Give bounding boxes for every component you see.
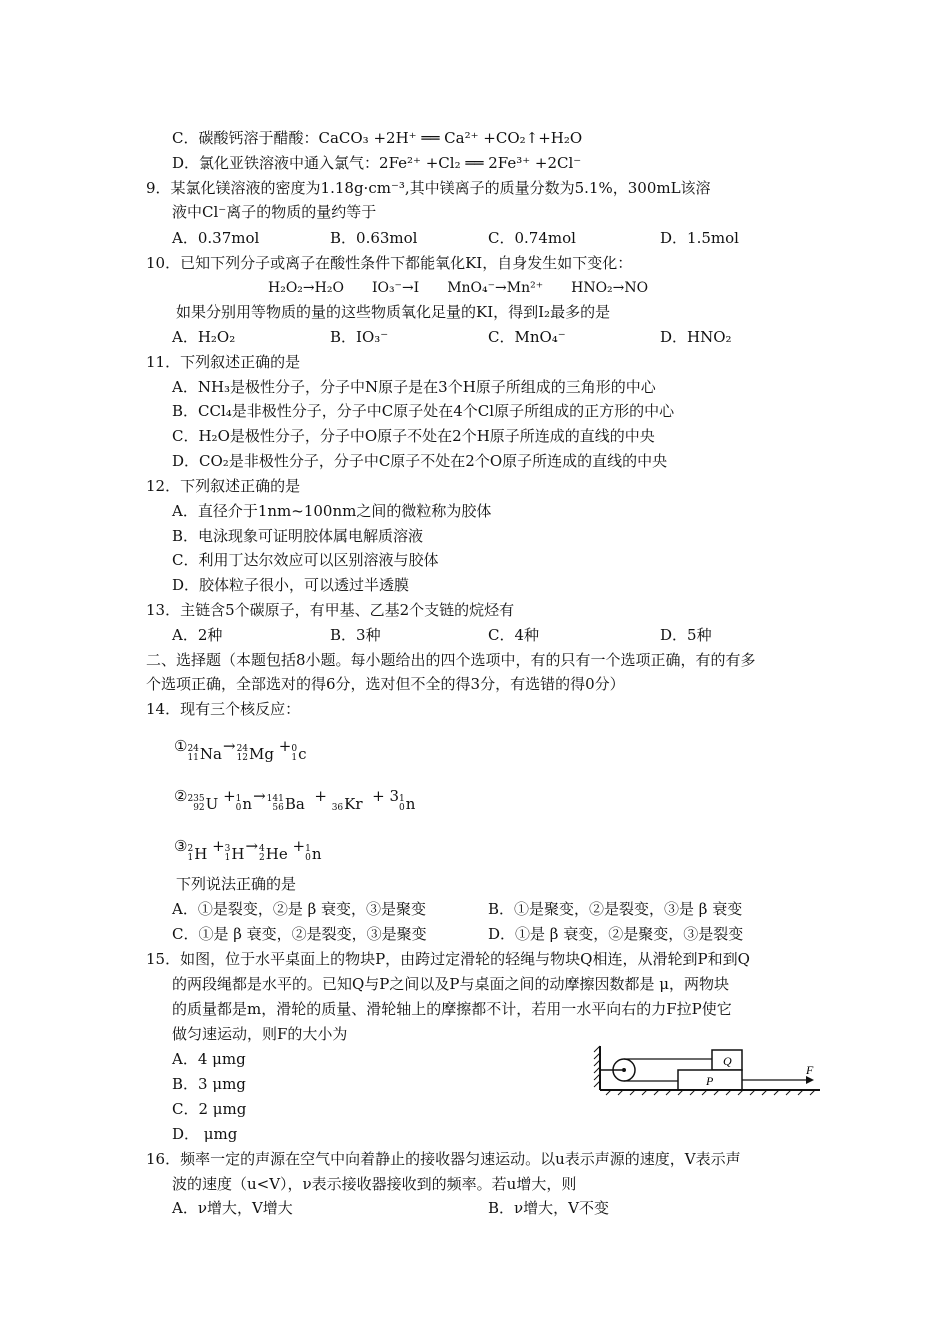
q8-option-c: C．碳酸钙溶于醋酸：CaCO₃ +2H⁺ ══ Ca²⁺ +CO₂↑+H₂O	[172, 129, 583, 147]
q13-option-b: B．3种	[330, 626, 381, 644]
reaction-1-number: ①	[174, 737, 188, 755]
ba-atomic-number: 56	[272, 803, 284, 813]
n-atomic-number: 0	[399, 803, 405, 813]
q15-stem-line3: 的质量都是m，滑轮的质量、滑轮轴上的摩擦都不计，若用一水平向右的力F拉P使它	[172, 1000, 732, 1018]
q16-stem-line1: 16．频率一定的声源在空气中向着静止的接收器匀速运动。以u表示声源的速度，V表示声	[146, 1150, 741, 1168]
block-p-label: P	[706, 1074, 714, 1088]
force-arrow-icon	[806, 1076, 814, 1084]
neutron-coefficient: 3	[389, 787, 399, 805]
he-symbol: He	[265, 845, 288, 863]
force-label: F	[806, 1063, 814, 1077]
u-atomic-number: 92	[193, 803, 205, 813]
he-atomic-number: 2	[259, 853, 265, 863]
reaction-3-number: ③	[174, 837, 188, 855]
reaction-arrow-icon: →	[245, 837, 259, 855]
q14-reaction-2	[174, 786, 415, 814]
q13-option-c: C．4种	[488, 626, 540, 644]
mg-symbol: Mg	[249, 745, 274, 763]
q10-stem-line1: 10．已知下列分子或离子在酸性条件下都能氧化KI，自身发生如下变化：	[146, 254, 633, 272]
he-mass-number: 4	[259, 844, 265, 854]
q15-pulley-diagram	[592, 1044, 824, 1096]
q10-option-b: B．IO₃⁻	[330, 328, 389, 346]
q10-option-a: A．H₂O₂	[172, 328, 236, 346]
block-q-label: Q	[723, 1054, 732, 1068]
ba-mass-number: 141	[266, 794, 284, 804]
kr-symbol: Kr	[344, 795, 363, 813]
section2-heading-line1: 二、选择题（本题包括8小题。每小题给出的四个选项中，有的只有一个选项正确，有的有多	[146, 651, 756, 669]
plus-sign: +	[314, 787, 327, 805]
c-atomic-number: 1	[291, 753, 298, 763]
q14-option-b: B．①是聚变，②是裂变，③是 β 衰变	[488, 900, 743, 918]
q11-option-c: C．H₂O是极性分子，分子中O原子不处在2个H原子所连成的直线的中央	[172, 427, 655, 445]
n-atomic-number: 0	[305, 853, 311, 863]
plus-sign: +	[223, 787, 236, 805]
n-symbol: n	[242, 795, 253, 813]
q11-option-b: B．CCl₄是非极性分子，分子中C原子处在4个Cl原子所组成的正方形的中心	[172, 402, 675, 420]
u-symbol: U	[205, 795, 219, 813]
q12-option-c: C．利用丁达尔效应可以区别溶液与胶体	[172, 551, 439, 569]
reaction-2-number: ②	[174, 787, 188, 805]
q13-stem: 13．主链含5个碳原子，有甲基、乙基2个支链的烷烃有	[146, 601, 515, 619]
h3-atomic-number: 1	[224, 853, 231, 863]
n-mass-number: 1	[399, 794, 405, 804]
q14-option-c: C．①是 β 衰变，②是裂变，③是聚变	[172, 925, 427, 943]
q14-sub-stem: 下列说法正确的是	[176, 875, 297, 893]
q16-stem-line2: 波的速度（u<V），ν表示接收器接收到的频率。若u增大，则	[172, 1175, 577, 1193]
n-symbol: n	[405, 795, 416, 813]
q16-option-a: A．ν增大，V增大	[172, 1199, 293, 1217]
kr-atomic-number: 36	[331, 803, 344, 813]
n-mass-number: 1	[305, 844, 311, 854]
reaction-arrow-icon: →	[253, 787, 266, 805]
h-symbol: H	[194, 845, 208, 863]
q11-option-a: A．NH₃是极性分子，分子中N原子是在3个H原子所组成的三角形的中心	[172, 378, 656, 396]
q14-option-a: A．①是裂变，②是 β 衰变，③是聚变	[172, 900, 427, 918]
q9-option-b: B．0.63mol	[330, 229, 418, 247]
q16-option-b: B．ν增大，V不变	[488, 1199, 609, 1217]
q12-option-b: B．电泳现象可证明胶体属电解质溶液	[172, 527, 424, 545]
mg-atomic-number: 12	[236, 753, 249, 763]
q13-option-d: D．5种	[660, 626, 712, 644]
q15-option-b: B．3 μmg	[172, 1075, 246, 1093]
pulley-center	[622, 1068, 626, 1072]
plus-sign: +	[372, 787, 385, 805]
q14-reaction-3	[174, 836, 322, 864]
q9-stem-line2: 液中Cl⁻离子的物质的量约等于	[172, 203, 377, 221]
q15-stem-line1: 15．如图，位于水平桌面上的物块P，由跨过定滑轮的轻绳与物块Q相连，从滑轮到P和到Q	[146, 950, 750, 968]
q15-stem-line4: 做匀速运动，则F的大小为	[172, 1025, 348, 1043]
q11-stem: 11．下列叙述正确的是	[146, 353, 301, 371]
q10-option-d: D．HNO₂	[660, 328, 732, 346]
na-symbol: Na	[199, 745, 222, 763]
q9-option-d: D．1.5mol	[660, 229, 739, 247]
n-atomic-number: 0	[235, 803, 242, 813]
c-symbol: c	[298, 745, 307, 763]
reaction-arrow-icon: →	[222, 737, 236, 755]
q14-stem: 14．现有三个核反应：	[146, 700, 301, 718]
q9-option-c: C．0.74mol	[488, 229, 576, 247]
na-atomic-number: 11	[187, 753, 199, 763]
q12-option-d: D．胶体粒子很小，可以透过半透膜	[172, 576, 410, 594]
mg-mass-number: 24	[236, 744, 249, 754]
q15-stem-line2: 的两段绳都是水平的。已知Q与P之间以及P与桌面之间的动摩擦因数都是 μ，两物块	[172, 975, 730, 993]
q15-option-d: D． μmg	[172, 1125, 238, 1143]
na-mass-number: 24	[187, 744, 199, 754]
plus-sign: +	[278, 737, 292, 755]
q12-stem: 12．下列叙述正确的是	[146, 477, 301, 495]
q10-option-c: C．MnO₄⁻	[488, 328, 566, 346]
q12-option-a: A．直径介于1nm~100nm之间的微粒称为胶体	[172, 502, 492, 520]
c-mass-number: 0	[291, 744, 298, 754]
plus-sign: +	[292, 837, 306, 855]
q14-reaction-1	[174, 736, 306, 764]
h2-mass-number: 2	[187, 844, 194, 854]
h3-mass-number: 3	[224, 844, 231, 854]
section2-heading-line2: 个选项正确，全部选对的得6分，选对但不全的得3分，有选错的得0分）	[146, 675, 625, 693]
q11-option-d: D．CO₂是非极性分子，分子中C原子不处在2个O原子所连成的直线的中央	[172, 452, 668, 470]
q10-stem-line3: 如果分别用等物质的量的这些物质氧化足量的KI，得到I₂最多的是	[176, 303, 611, 321]
q10-transformations: H₂O₂→H₂O IO₃⁻→I MnO₄⁻→Mn²⁺ HNO₂→NO	[268, 280, 649, 296]
q13-option-a: A．2种	[172, 626, 223, 644]
h2-atomic-number: 1	[187, 853, 194, 863]
q9-option-a: A．0.37mol	[172, 229, 260, 247]
u-mass-number: 235	[187, 794, 205, 804]
q9-stem-line1: 9．某氯化镁溶液的密度为1.18g·cm⁻³,其中镁离子的质量分数为5.1%，300mL该溶	[146, 179, 711, 197]
ba-symbol: Ba	[284, 795, 305, 813]
q14-option-d: D．①是 β 衰变，②是聚变，③是裂变	[488, 925, 744, 943]
n-symbol: n	[311, 845, 322, 863]
q15-option-c: C．2 μmg	[172, 1100, 247, 1118]
h-symbol: H	[231, 845, 245, 863]
q8-option-d: D．氯化亚铁溶液中通入氯气：2Fe²⁺ +Cl₂ ══ 2Fe³⁺ +2Cl⁻	[172, 154, 582, 172]
plus-sign: +	[212, 837, 225, 855]
n-mass-number: 1	[235, 794, 242, 804]
q15-option-a: A．4 μmg	[172, 1050, 246, 1068]
